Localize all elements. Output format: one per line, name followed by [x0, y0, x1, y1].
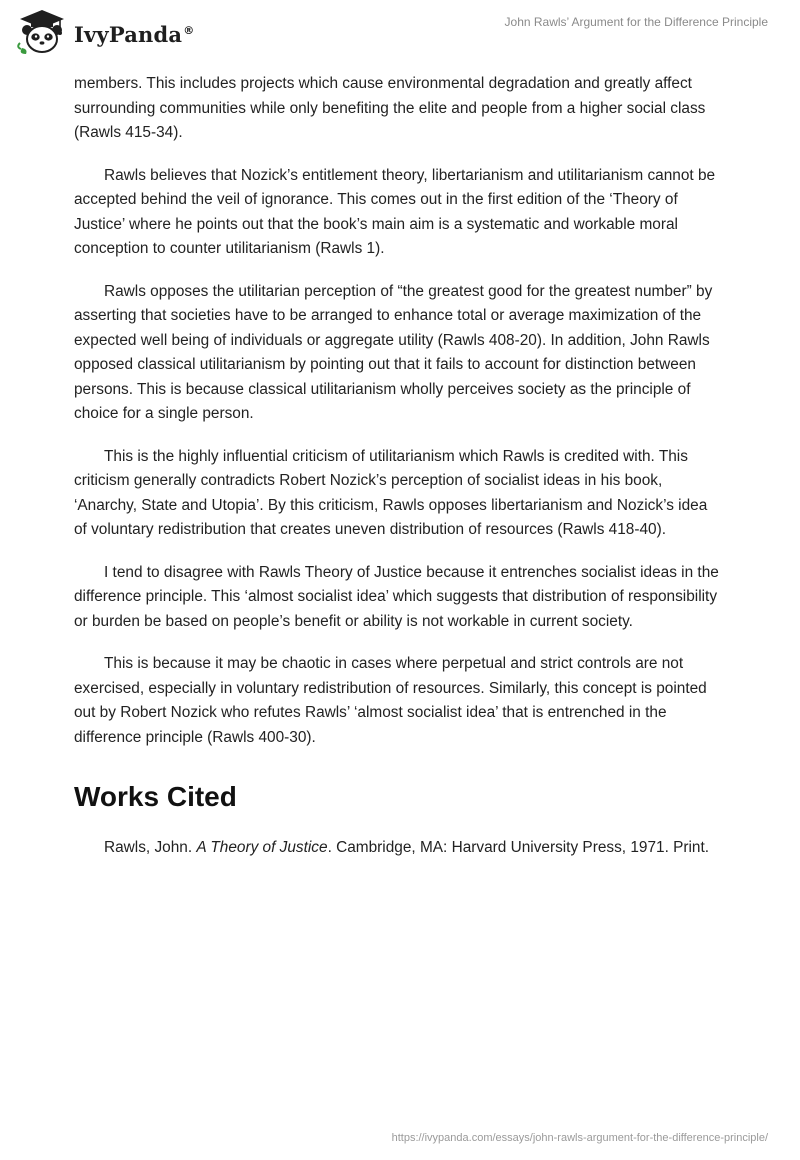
document-title: John Rawls’ Argument for the Difference Principle	[504, 15, 768, 29]
paragraph: I tend to disagree with Rawls Theory of Justice because it entrenches socialist ideas in the difference principle. This ‘almost socialist idea’ which suggests that distribution of responsibility or burden be based on people’s benefit or ability is not workable in current society.	[74, 563, 719, 630]
works-cited-entry	[74, 836, 724, 861]
citation-author: Rawls, John.	[104, 839, 197, 856]
paragraph: This is because it may be chaotic in cases where perpetual and strict controls are not exercised, especially in voluntary redistribution of resources. Similarly, this concept is pointed out by Robert Nozick who refutes Rawls’ ‘almost socialist idea’ that is entrenched in the difference principle (Rawls 400-30).	[74, 655, 707, 746]
citation-publication: . Cambridge, MA: Harvard University Press, 1971. Print.	[327, 839, 710, 856]
panda-graduate-icon	[16, 8, 68, 56]
paragraph: Rawls believes that Nozick’s entitlement theory, libertarianism and utilitarianism cannot be accepted behind the veil of ignorance. This comes out in the first edition of the ‘Theory of Justice’ where he points out that the book’s main aim is a systematic and workable moral conception to counter utilitarianism (Rawls 1).	[74, 166, 716, 257]
brand-name: IvyPanda®	[74, 21, 195, 47]
paragraph: Rawls opposes the utilitarian perception of “the greatest good for the greatest number” by asserting that societies have to be arranged to enhance total or average maximization of the expected well being of individuals or aggregate utility (Rawls 408-20). In addition, John Rawls opposed classical utilitarianism by pointing out that it fails to account for distinction between persons. This is because classical utilitarianism wholly perceives society as the principle of choice for a single person.	[74, 282, 713, 422]
essay-content	[74, 72, 724, 879]
paragraph: This is the highly influential criticism of utilitarianism which Rawls is credited with. This criticism generally contradicts Robert Nozick’s perception of socialist ideas in his book, ‘Anarchy, State and Utopia’. By this criticism, Rawls opposes libertarianism and Nozick’s idea of voluntary redistribution that creates uneven distribution of resources (Rawls 418-40).	[74, 447, 708, 538]
brand-logo[interactable]	[16, 8, 194, 56]
works-cited-heading: Works Cited	[74, 781, 237, 812]
citation-book-title: A Theory of Justice	[196, 839, 328, 856]
paragraph: members. This includes projects which cause environmental degradation and greatly affect surrounding communities while only benefiting the elite and people from a higher social class (Rawls 415-34).	[74, 75, 706, 141]
source-url[interactable]: https://ivypanda.com/essays/john-rawls-argument-for-the-difference-principle/	[391, 1132, 768, 1144]
page-header	[0, 0, 800, 64]
